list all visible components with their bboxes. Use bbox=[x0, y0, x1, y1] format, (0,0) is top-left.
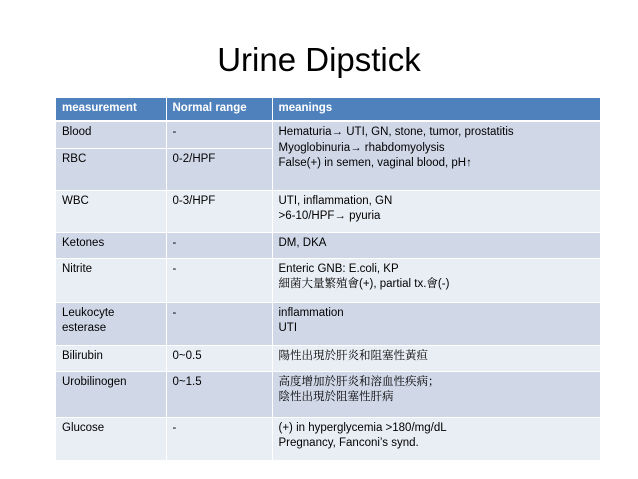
normal-range-cell: - bbox=[166, 121, 272, 148]
normal-range-cell: 0-3/HPF bbox=[166, 190, 272, 232]
meaning-line: Enteric GNB: E.coli, KP bbox=[278, 262, 399, 275]
measurement-label: esterase bbox=[62, 322, 107, 334]
table-row-urobilinogen bbox=[56, 371, 600, 417]
meaning-line: Pregnancy, Fanconi’s synd. bbox=[278, 437, 419, 449]
meanings-cell bbox=[272, 345, 600, 371]
measurement-label: RBC bbox=[62, 152, 87, 165]
normal-range-cell: 0-2/HPF bbox=[166, 148, 272, 190]
measurement-label: Leukocyte bbox=[62, 306, 115, 319]
normal-range-cell: 0~0.5 bbox=[166, 345, 272, 371]
header-measurement: measurement bbox=[56, 98, 166, 121]
measurement-label: Blood bbox=[62, 126, 92, 138]
slide-title: Urine Dipstick bbox=[217, 41, 421, 78]
table-row-wbc bbox=[56, 190, 600, 232]
meaning-line: DM, DKA bbox=[278, 236, 327, 249]
normal-range-cell: - bbox=[166, 232, 272, 258]
meanings-cell bbox=[272, 417, 600, 460]
measurement-label: Glucose bbox=[62, 421, 105, 434]
measurement-label: Ketones bbox=[62, 236, 105, 249]
measurement-cell bbox=[56, 232, 166, 258]
meaning-line: 陽性出現於肝炎和阻塞性黃疸 bbox=[278, 349, 428, 362]
normal-range-cell: - bbox=[166, 302, 272, 345]
measurement-cell bbox=[56, 345, 166, 371]
meanings-cell bbox=[272, 371, 600, 417]
meanings-cell-blood-rbc bbox=[272, 121, 600, 190]
table-row-nitrite bbox=[56, 258, 600, 302]
meaning-line: UTI bbox=[278, 322, 298, 334]
table-row-bilirubin bbox=[56, 345, 600, 371]
measurement-cell bbox=[56, 371, 166, 417]
meaning-line: (+) in hyperglycemia >180/mg/dL bbox=[278, 421, 447, 434]
meanings-cell bbox=[272, 232, 600, 258]
meaning-line: UTI, inflammation, GN bbox=[278, 194, 393, 207]
table-header-row bbox=[56, 98, 600, 121]
meaning-line: 高度增加於肝炎和溶血性疾病； bbox=[278, 375, 440, 388]
header-meanings: meanings bbox=[272, 98, 600, 121]
table-row-leukocyte-esterase bbox=[56, 302, 600, 345]
measurement-label: Bilirubin bbox=[62, 349, 103, 362]
urine-dipstick-table bbox=[56, 98, 600, 461]
meanings-cell bbox=[272, 302, 600, 345]
meaning-line: Hematuria→ UTI, GN, stone, tumor, prostatitis bbox=[278, 126, 514, 138]
table-row-glucose bbox=[56, 417, 600, 460]
meaning-line: False(+) in semen, vaginal blood, pH↑ bbox=[278, 157, 472, 169]
normal-range-cell: 0~1.5 bbox=[166, 371, 272, 417]
normal-range-cell: - bbox=[166, 417, 272, 460]
meanings-cell bbox=[272, 190, 600, 232]
normal-range-cell: - bbox=[166, 258, 272, 302]
meaning-line: 陰性出現於阻塞性肝病 bbox=[278, 391, 394, 403]
meaning-line: >6-10/HPF→ pyuria bbox=[278, 210, 381, 222]
measurement-cell bbox=[56, 258, 166, 302]
measurement-label: WBC bbox=[62, 194, 89, 207]
measurement-cell bbox=[56, 190, 166, 232]
measurement-cell bbox=[56, 302, 166, 345]
measurement-label: Urobilinogen bbox=[62, 375, 127, 388]
meanings-cell bbox=[272, 258, 600, 302]
meaning-line: 細菌大量繁殖會(+), partial tx.會(-) bbox=[278, 278, 450, 290]
measurement-cell bbox=[56, 121, 166, 148]
meaning-line: Myoglobinuria→ rhabdomyolysis bbox=[278, 141, 445, 154]
measurement-cell bbox=[56, 417, 166, 460]
table-row-ketones bbox=[56, 232, 600, 258]
meaning-line: inflammation bbox=[278, 306, 344, 319]
measurement-cell bbox=[56, 148, 166, 190]
measurement-label: Nitrite bbox=[62, 262, 93, 275]
table-row-blood bbox=[56, 121, 600, 148]
header-normal-range: Normal range bbox=[166, 98, 272, 121]
